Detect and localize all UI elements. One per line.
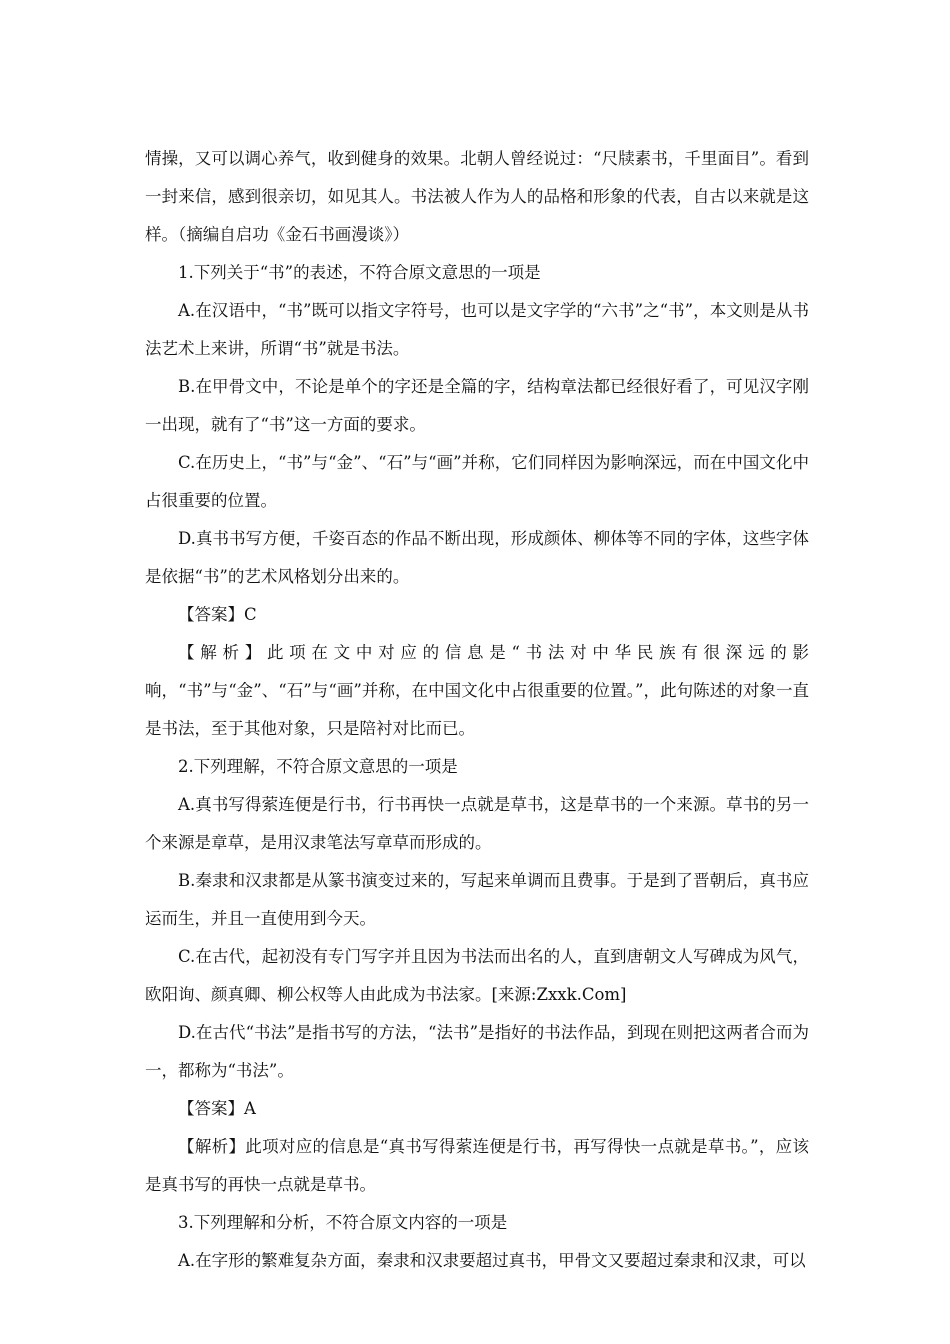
paragraph-intro-end: 情操，又可以调心养气，收到健身的效果。北朝人曾经说过：“尺牍素书，千里面目”。看到一封来信，感到很亲切，如见其人。书法被人作为人的品格和形象的代表，自古以来就是这样。（摘编自启功《金石书画漫谈》） xyxy=(145,149,809,244)
question-2-option-d: D.在古代“书法”是指书写的方法，“法书”是指好的书法作品，到现在则把这两者合而为一，都称为“书法”。 xyxy=(145,1023,809,1080)
question-1-option-d: D.真书书写方便，千姿百态的作品不断出现，形成颜体、柳体等不同的字体，这些字体是依据“书”的艺术风格划分出来的。 xyxy=(145,529,809,586)
document-page xyxy=(145,140,809,1280)
question-1-option-a: A.在汉语中，“书”既可以指文字符号，也可以是文字学的“六书”之“书”，本文则是从书法艺术上来讲，所谓“书”就是书法。 xyxy=(145,301,809,358)
question-1-option-c: C.在历史上，“书”与“金”、“石”与“画”并称，它们同样因为影响深远，而在中国文化中占很重要的位置。 xyxy=(145,453,809,510)
question-2-answer: 【答案】A xyxy=(178,1099,256,1118)
question-2-option-c: C.在古代，起初没有专门写字并且因为书法而出名的人，直到唐朝文人写碑成为风气，欧阳询、颜真卿、柳公权等人由此成为书法家。[来源:Zxxk.Com] xyxy=(145,947,809,1004)
question-1-stem: 1.下列关于“书”的表述，不符合原文意思的一项是 xyxy=(178,263,541,282)
question-3-option-a: A.在字形的繁难复杂方面，秦隶和汉隶要超过真书，甲骨文又要超过秦隶和汉隶，可以 xyxy=(178,1251,806,1270)
question-1-answer: 【答案】C xyxy=(178,605,257,624)
question-2-analysis: 【解析】此项对应的信息是“真书写得萦连便是行书，再写得快一点就是草书。”，应该是真书写的再快一点就是草书。 xyxy=(145,1137,809,1194)
question-1-analysis: 【解析】此项在文中对应的信息是“书法对中华民族有很深远的影响，“书”与“金”、“石”与“画”并称，在中国文化中占很重要的位置。”，此句陈述的对象一直是书法，至于其他对象，只是陪衬对比而已。 xyxy=(145,643,809,738)
question-2-option-a: A.真书写得萦连便是行书，行书再快一点就是草书，这是草书的一个来源。草书的另一个来源是章草，是用汉隶笔法写章草而形成的。 xyxy=(145,795,809,852)
question-3-stem: 3.下列理解和分析，不符合原文内容的一项是 xyxy=(178,1213,508,1232)
question-2-stem: 2.下列理解，不符合原文意思的一项是 xyxy=(178,757,458,776)
question-2-option-b: B.秦隶和汉隶都是从篆书演变过来的，写起来单调而且费事。于是到了晋朝后，真书应运而生，并且一直使用到今天。 xyxy=(145,871,809,928)
question-1-option-b: B.在甲骨文中，不论是单个的字还是全篇的字，结构章法都已经很好看了，可见汉字刚一出现，就有了“书”这一方面的要求。 xyxy=(145,377,809,434)
